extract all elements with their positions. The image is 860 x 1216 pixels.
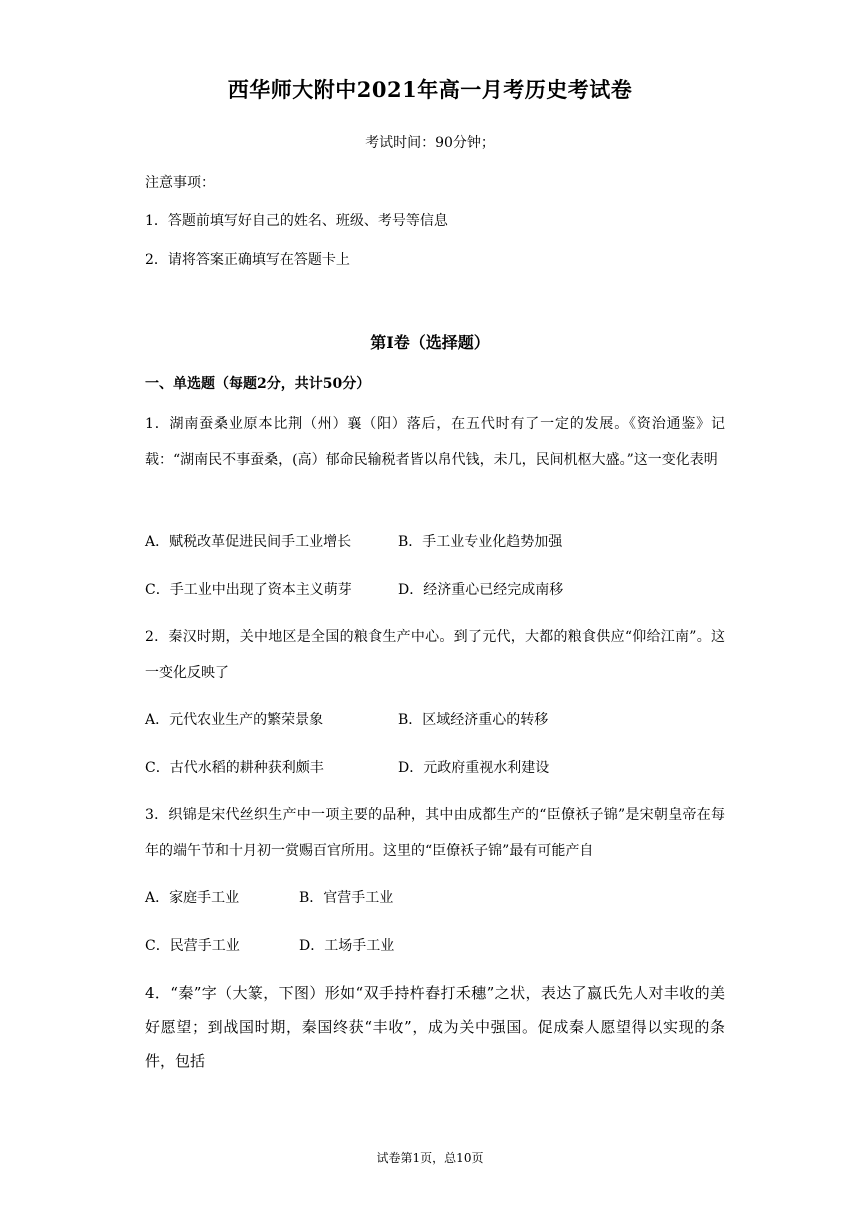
option-b: B．手工业专业化趋势加强 (398, 534, 563, 550)
part-title: 一、单选题（每题2分，共计50分） (145, 376, 371, 392)
question-stem: 3．织锦是宋代丝织生产中一项主要的品种，其中由成都生产的“臣僚袄子锦”是宋朝皇帝在每年的端午节和十月初一赏赐百官所用。这里的“臣僚袄子锦”最有可能产自 (145, 807, 725, 859)
note-item: 2．请将答案正确填写在答题卡上 (145, 252, 350, 268)
notes-header: 注意事项： (145, 175, 215, 191)
option-a: A．赋税改革促进民间手工业增长 (145, 534, 352, 550)
question-stem: 4．“秦”字（大篆，下图）形如“双手持杵舂打禾穗”之状，表达了嬴氏先人对丰收的美好愿望；到战国时期，秦国终获“丰收”，成为关中强国。促成秦人愿望得以实现的条件，包括 (145, 984, 725, 1070)
option-d: D．元政府重视水利建设 (398, 760, 550, 776)
page-footer: 试卷第1页，总10页 (376, 1151, 484, 1165)
option-b: B．区域经济重心的转移 (398, 712, 549, 728)
option-a: A．元代农业生产的繁荣景象 (145, 712, 324, 728)
option-b: B．官营手工业 (299, 890, 394, 906)
option-a: A．家庭手工业 (145, 890, 240, 906)
option-c: C．民营手工业 (145, 938, 240, 954)
question-stem: 2．秦汉时期，关中地区是全国的粮食生产中心。到了元代，大都的粮食供应“仰给江南”。这一变化反映了 (145, 629, 725, 681)
exam-time: 考试时间：90分钟； (365, 135, 495, 151)
exam-title: 西华师大附中2021年高一月考历史考试卷 (227, 77, 633, 102)
option-d: D．工场手工业 (299, 938, 395, 954)
option-c: C．手工业中出现了资本主义萌芽 (145, 582, 352, 598)
question-stem: 1．湖南蚕桑业原本比荆（州）襄（阳）落后，在五代时有了一定的发展。《资治通鉴》记载：“湖南民不事蚕桑，(高）郁命民输税者皆以帛代钱，未几，民间机枢大盛。”这一变化表明 (145, 416, 725, 468)
note-item: 1．答题前填写好自己的姓名、班级、考号等信息 (145, 213, 448, 229)
option-d: D．经济重心已经完成南移 (398, 582, 564, 598)
section-title: 第I卷（选择题） (370, 333, 490, 352)
option-c: C．古代水稻的耕种获利颇丰 (145, 760, 324, 776)
